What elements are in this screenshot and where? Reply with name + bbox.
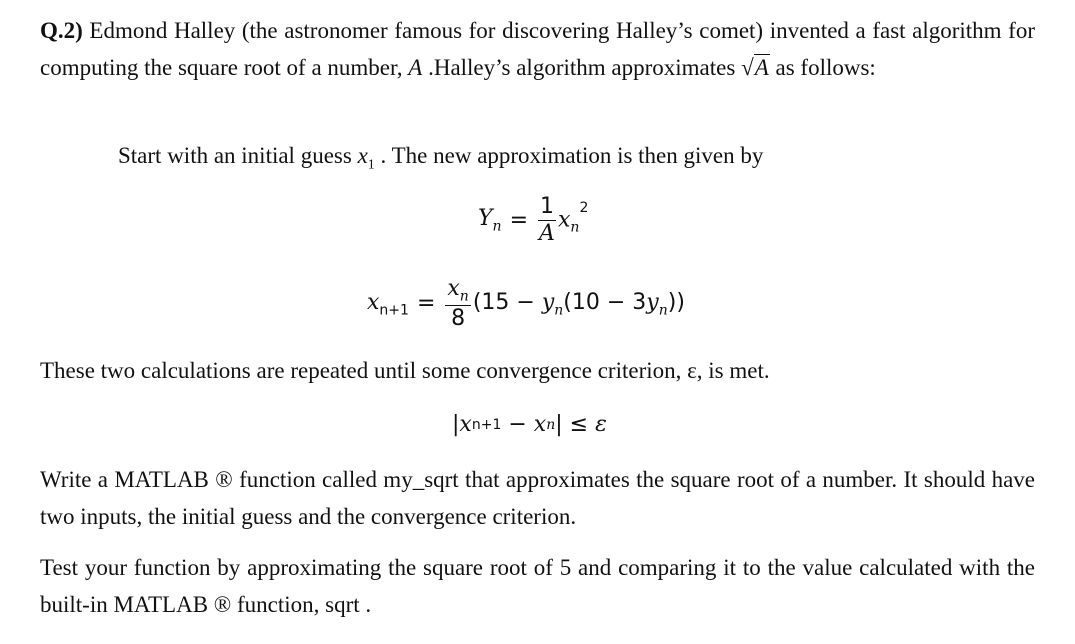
eq1-fraction: [538, 196, 556, 245]
start-text-1: Start with an initial guess: [118, 143, 358, 168]
eq1-rhs: $x_n^2$: [558, 199, 589, 236]
test-paragraph: Test your function by approximating the square root of 5 and comparing it to the value calculated with the built-in MATLAB ® function, sqrt .: [40, 555, 1035, 617]
eq3-x2-sub: n: [546, 417, 556, 433]
equation-convergence: [452, 414, 607, 436]
eq2-lhs: $x_{n+1}$: [367, 289, 409, 318]
eq2-rhs: $(15 - y_n(10 - 3y_n))$: [472, 289, 685, 318]
eq1-equals: =: [509, 207, 528, 233]
eq2-numerator: $x_n$: [447, 276, 469, 305]
question-intro-1: Edmond Halley (the astronomer famous for discovering Halley’s comet) invented a fast algorithm for computing the square root of a number,: [40, 18, 1035, 80]
start-line: [118, 137, 1018, 184]
eq3-leq: ≤: [562, 412, 596, 437]
eq2-denominator: 8: [451, 306, 466, 332]
sqrt-symbol: √: [741, 55, 754, 80]
eq2-fraction: [445, 278, 470, 330]
eq1-denominator: A: [539, 221, 555, 246]
start-var: x: [357, 143, 368, 168]
question-paragraph: [40, 12, 1035, 86]
sqrt-a-expression: [741, 49, 770, 86]
equation-xn1: [367, 278, 685, 330]
equation-yn: [478, 196, 588, 245]
eq3-minus: −: [501, 412, 534, 437]
eq3-bar-open: |: [452, 412, 460, 437]
write-paragraph: Write a MATLAB ® function called my_sqrt that approximates the square root of a number. It should have two inputs, the initial guess and the convergence criterion.: [40, 467, 1035, 529]
variable-a: A: [408, 55, 423, 80]
question-label: Q.2): [40, 18, 83, 43]
eq2-equals: =: [416, 291, 436, 317]
eq3-x1: x: [459, 412, 472, 437]
eq1-lhs: $Y_n$: [478, 205, 502, 235]
eq3-x2: x: [533, 412, 547, 437]
start-text-2: . The new approximation is then given by: [374, 143, 764, 168]
repeat-paragraph: These two calculations are repeated until some convergence criterion, ε, is met.: [40, 358, 770, 383]
question-intro-3: as follows:: [769, 55, 876, 80]
question-intro-2: .Halley’s algorithm approximates: [422, 55, 742, 80]
start-sub: 1: [367, 157, 375, 173]
eq3-epsilon: ε: [595, 412, 607, 437]
eq3-x1-sub: n+1: [471, 417, 502, 433]
eq1-numerator: 1: [540, 194, 554, 219]
sqrt-argument: A: [754, 55, 769, 80]
eq3-bar-close: |: [555, 412, 563, 437]
